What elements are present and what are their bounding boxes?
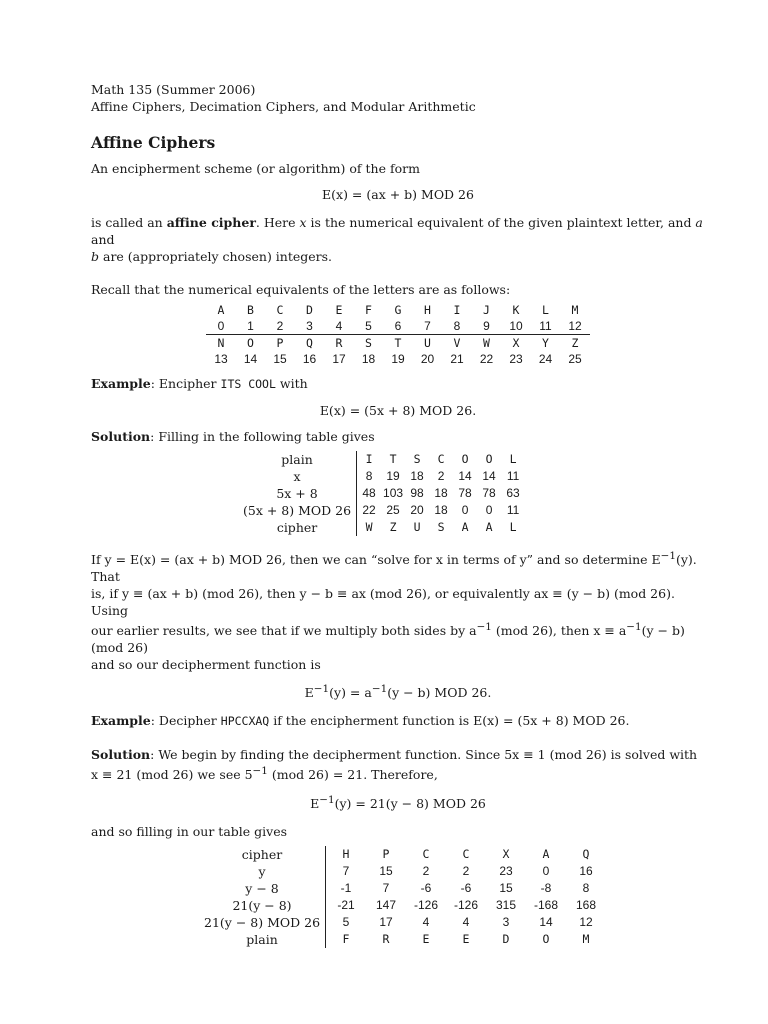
letter-table-cell: S <box>354 335 384 352</box>
table-cell: -126 <box>454 897 479 912</box>
letter-table-cell: 11 <box>539 319 552 333</box>
table-cell: 20 <box>410 503 424 517</box>
recall-text: Recall that the numerical equivalents of the letters are as follows: <box>91 282 511 297</box>
letter-table-cell: D <box>306 303 313 317</box>
letter-table-row <box>206 335 590 352</box>
table-cell: 0 <box>461 503 469 517</box>
letter-table-cell: X <box>501 335 531 352</box>
letter-table-cell: 4 <box>335 319 343 333</box>
table-cell: 18 <box>434 503 448 517</box>
table-cell: 18 <box>434 486 448 500</box>
letter-table-cell: W <box>472 335 502 352</box>
row-label: cipher <box>204 846 326 863</box>
letter-table-cell: 16 <box>302 352 317 366</box>
letter-table-cell: 6 <box>394 319 402 333</box>
letter-table-cell: 24 <box>538 352 553 366</box>
table-cell: 3 <box>502 914 510 929</box>
letter-table-cell: 20 <box>420 352 435 366</box>
table-cell: W <box>365 520 373 534</box>
letter-table-cell: J <box>483 303 490 317</box>
letter-table-cell: 18 <box>361 352 376 366</box>
letter-table-cell: V <box>442 335 472 352</box>
table-cell: 98 <box>410 486 424 500</box>
solution-1: Solution: Filling in the following table gives <box>91 429 375 444</box>
formula-inverse: $E^{-1}(y) = a^{-1}(y - b)$ MOD 26. <box>304 683 492 701</box>
row-label: plain <box>204 931 326 948</box>
table-cell: A <box>542 846 550 861</box>
table-cell: 78 <box>482 486 496 500</box>
formula-inverse-2: $E^{-1}(y) = 21(y - 8)$ MOD 26 <box>310 793 486 811</box>
table-cell: 63 <box>506 486 520 500</box>
encipher-table <box>243 451 525 536</box>
letter-table-cell: E <box>335 303 343 317</box>
row-label: 21(y − 8) <box>204 897 326 914</box>
table-row <box>204 914 606 931</box>
letter-table-cell: 14 <box>243 352 258 366</box>
letter-table-cell: 0 <box>217 319 225 333</box>
formula-example-1: E(x) = (5x + 8) MOD 26. <box>319 403 477 418</box>
letter-table-row <box>206 351 590 367</box>
example-2: Example: Decipher HPCCXAQ if the encipherment function is E(x) = (5x + 8) MOD 26. <box>91 713 630 729</box>
table-cell: L <box>509 520 517 534</box>
table-cell: 14 <box>482 469 496 483</box>
letter-table-cell: 23 <box>509 352 523 366</box>
table-cell: A <box>461 520 469 534</box>
plaintext-code: ITS COOL <box>220 377 276 391</box>
letter-table-cell: A <box>217 303 225 317</box>
table-cell: Q <box>582 846 590 861</box>
table-row <box>204 897 606 914</box>
table-cell: 7 <box>382 880 390 895</box>
table-cell: 12 <box>579 914 593 929</box>
table-row <box>204 880 606 897</box>
table-row <box>243 502 525 519</box>
table-cell: 22 <box>362 503 376 517</box>
table-cell: 2 <box>422 863 430 878</box>
row-label: (5x + 8) MOD 26 <box>243 502 357 519</box>
intro-text: An encipherment scheme (or algorithm) of the form <box>91 161 420 176</box>
course-header: Math 135 (Summer 2006) <box>91 82 256 97</box>
table-cell: 48 <box>362 486 376 500</box>
letter-table-cell: U <box>413 335 443 352</box>
letter-table-row <box>206 302 590 318</box>
table-cell: T <box>389 452 397 466</box>
table-row <box>243 485 525 502</box>
table-cell: O <box>485 452 493 466</box>
letter-table-cell: 12 <box>568 319 582 333</box>
letter-table-row <box>206 318 590 335</box>
table-cell: L <box>509 452 517 466</box>
table-cell: 14 <box>458 469 472 483</box>
letter-table-cell: 22 <box>479 352 494 366</box>
definition-paragraph: is called an affine cipher. Here x is the numerical equivalent of the given plaintext letter, and a and b are (appropriately chosen) integers. <box>91 215 703 264</box>
row-label: x <box>243 468 357 485</box>
table-cell: 25 <box>386 503 400 517</box>
table-cell: Z <box>389 520 397 534</box>
affine-cipher-term: affine cipher <box>166 215 256 230</box>
letter-table-cell: 2 <box>276 319 284 333</box>
table-row <box>204 863 606 880</box>
table-cell: R <box>382 931 390 946</box>
letter-table-cell: F <box>365 303 372 317</box>
table-row <box>243 451 525 468</box>
table-cell: 7 <box>342 863 350 878</box>
table-cell: C <box>437 452 445 466</box>
table-cell: 5 <box>342 914 350 929</box>
table-cell: 8 <box>582 880 590 895</box>
decipher-table <box>204 846 606 948</box>
table-cell: 78 <box>458 486 472 500</box>
table-cell: 147 <box>376 897 397 912</box>
table-cell: 14 <box>539 914 553 929</box>
table-cell: 18 <box>410 469 424 483</box>
table-cell: 2 <box>462 863 470 878</box>
letter-table-cell: H <box>424 303 431 317</box>
section-title: Affine Ciphers <box>91 133 216 152</box>
table-cell: -8 <box>540 880 552 895</box>
table-cell: -21 <box>337 897 355 912</box>
letter-table-cell: L <box>542 303 549 317</box>
letter-table-cell: 17 <box>332 352 346 366</box>
table-cell: 0 <box>542 863 550 878</box>
letter-table-cell: 25 <box>568 352 582 366</box>
table-row <box>204 846 606 863</box>
table-cell: 315 <box>496 897 517 912</box>
letter-table-cell: 10 <box>509 319 523 333</box>
letter-table-cell: 7 <box>424 319 431 333</box>
table-cell: -126 <box>414 897 439 912</box>
row-label: 5x + 8 <box>243 485 357 502</box>
table-cell: P <box>382 846 390 861</box>
table-cell: E <box>422 931 430 946</box>
table-cell: A <box>485 520 493 534</box>
table-cell: F <box>342 931 350 946</box>
table-cell: -168 <box>534 897 559 912</box>
table-cell: I <box>365 452 373 466</box>
letter-table-cell: B <box>247 303 254 317</box>
table-cell: D <box>502 931 510 946</box>
letter-table-cell: 8 <box>453 319 461 333</box>
table-cell: 11 <box>506 503 520 517</box>
document-subtitle: Affine Ciphers, Decimation Ciphers, and Modular Arithmetic <box>91 99 476 114</box>
table-cell: U <box>413 520 421 534</box>
letter-table-cell: N <box>206 335 236 352</box>
row-label: y <box>204 863 326 880</box>
table-row <box>243 468 525 485</box>
table-cell: O <box>542 931 550 946</box>
letter-table-cell: K <box>512 303 520 317</box>
formula-affine: E(x) = (ax + b) MOD 26 <box>322 187 474 202</box>
table-cell: S <box>413 452 421 466</box>
fill-text: and so filling in our table gives <box>91 823 288 839</box>
letter-table-cell: 15 <box>273 352 287 366</box>
solution-2: Solution: We begin by finding the decipherment function. Since 5x ≡ 1 (mod 26) is solved with x ≡ 21 (mod 26) we see $5^{-1}$ (mod 26) = 21. Therefore, <box>91 747 698 783</box>
table-row <box>204 931 606 948</box>
inverse-paragraph: If y = E(x) = (ax + b) MOD 26, then we can “solve for x in terms of y” and so determine $E^{-1}(y)$. That is, if y ≡ (ax + b) (mod 26), then y − b ≡ ax (mod 26), or equivalently ax ≡ (y − b) (mod 26). Using our earlier results, we see that if we multiply both sides by $a^{-1}$ (mod 26), then $x \equiv a^{-1}(y - b)$ (mod 26) and so our decipherment function is <box>91 550 697 673</box>
table-row <box>243 519 525 536</box>
table-cell: 15 <box>379 863 393 878</box>
row-label: 21(y − 8) MOD 26 <box>204 914 326 931</box>
letter-table-cell: T <box>383 335 413 352</box>
table-cell: -1 <box>340 880 352 895</box>
table-cell: 2 <box>437 469 445 483</box>
table-cell: X <box>502 846 510 861</box>
letter-table-cell: I <box>453 303 461 317</box>
row-label: y − 8 <box>204 880 326 897</box>
document-page <box>91 81 705 948</box>
letter-table-cell: Z <box>560 335 590 352</box>
table-cell: 23 <box>499 863 513 878</box>
row-label: cipher <box>243 519 357 536</box>
table-cell: 0 <box>485 503 493 517</box>
example-1: Example: Encipher ITS COOL with <box>91 376 308 391</box>
letter-table-cell: R <box>324 335 354 352</box>
ciphertext-code: HPCCXAQ <box>220 714 270 729</box>
letter-table-cell: P <box>265 335 295 352</box>
table-cell: O <box>461 452 469 466</box>
table-cell: E <box>462 931 470 946</box>
table-cell: -6 <box>460 880 472 895</box>
letter-table-cell: 13 <box>214 352 228 366</box>
letter-table-cell: M <box>571 303 579 317</box>
letter-table-cell: O <box>236 335 266 352</box>
letter-table-cell: 3 <box>306 319 313 333</box>
letter-table-cell: 19 <box>391 352 405 366</box>
table-cell: H <box>342 846 350 861</box>
table-cell: 4 <box>462 914 470 929</box>
letter-table-cell: 1 <box>247 319 254 333</box>
table-cell: C <box>422 846 430 861</box>
letter-table-cell: C <box>276 303 284 317</box>
table-cell: 15 <box>499 880 513 895</box>
table-cell: M <box>582 931 590 946</box>
letter-table-cell: 5 <box>365 319 372 333</box>
table-cell: 4 <box>422 914 430 929</box>
table-cell: S <box>437 520 445 534</box>
table-cell: 8 <box>365 469 373 483</box>
table-cell: 17 <box>379 914 393 929</box>
table-cell: 16 <box>579 863 593 878</box>
letter-table-cell: 21 <box>450 352 464 366</box>
table-cell: 11 <box>506 469 520 483</box>
row-label: plain <box>243 451 357 468</box>
table-cell: 103 <box>383 486 404 500</box>
table-cell: 19 <box>386 469 400 483</box>
letter-table-cell: 9 <box>483 319 490 333</box>
table-cell: -6 <box>420 880 432 895</box>
table-cell: 168 <box>576 897 597 912</box>
table-cell: C <box>462 846 470 861</box>
letter-table-cell: Q <box>295 335 325 352</box>
letter-number-table <box>206 302 590 367</box>
letter-table-cell: G <box>394 303 402 317</box>
letter-table-cell: Y <box>531 335 561 352</box>
